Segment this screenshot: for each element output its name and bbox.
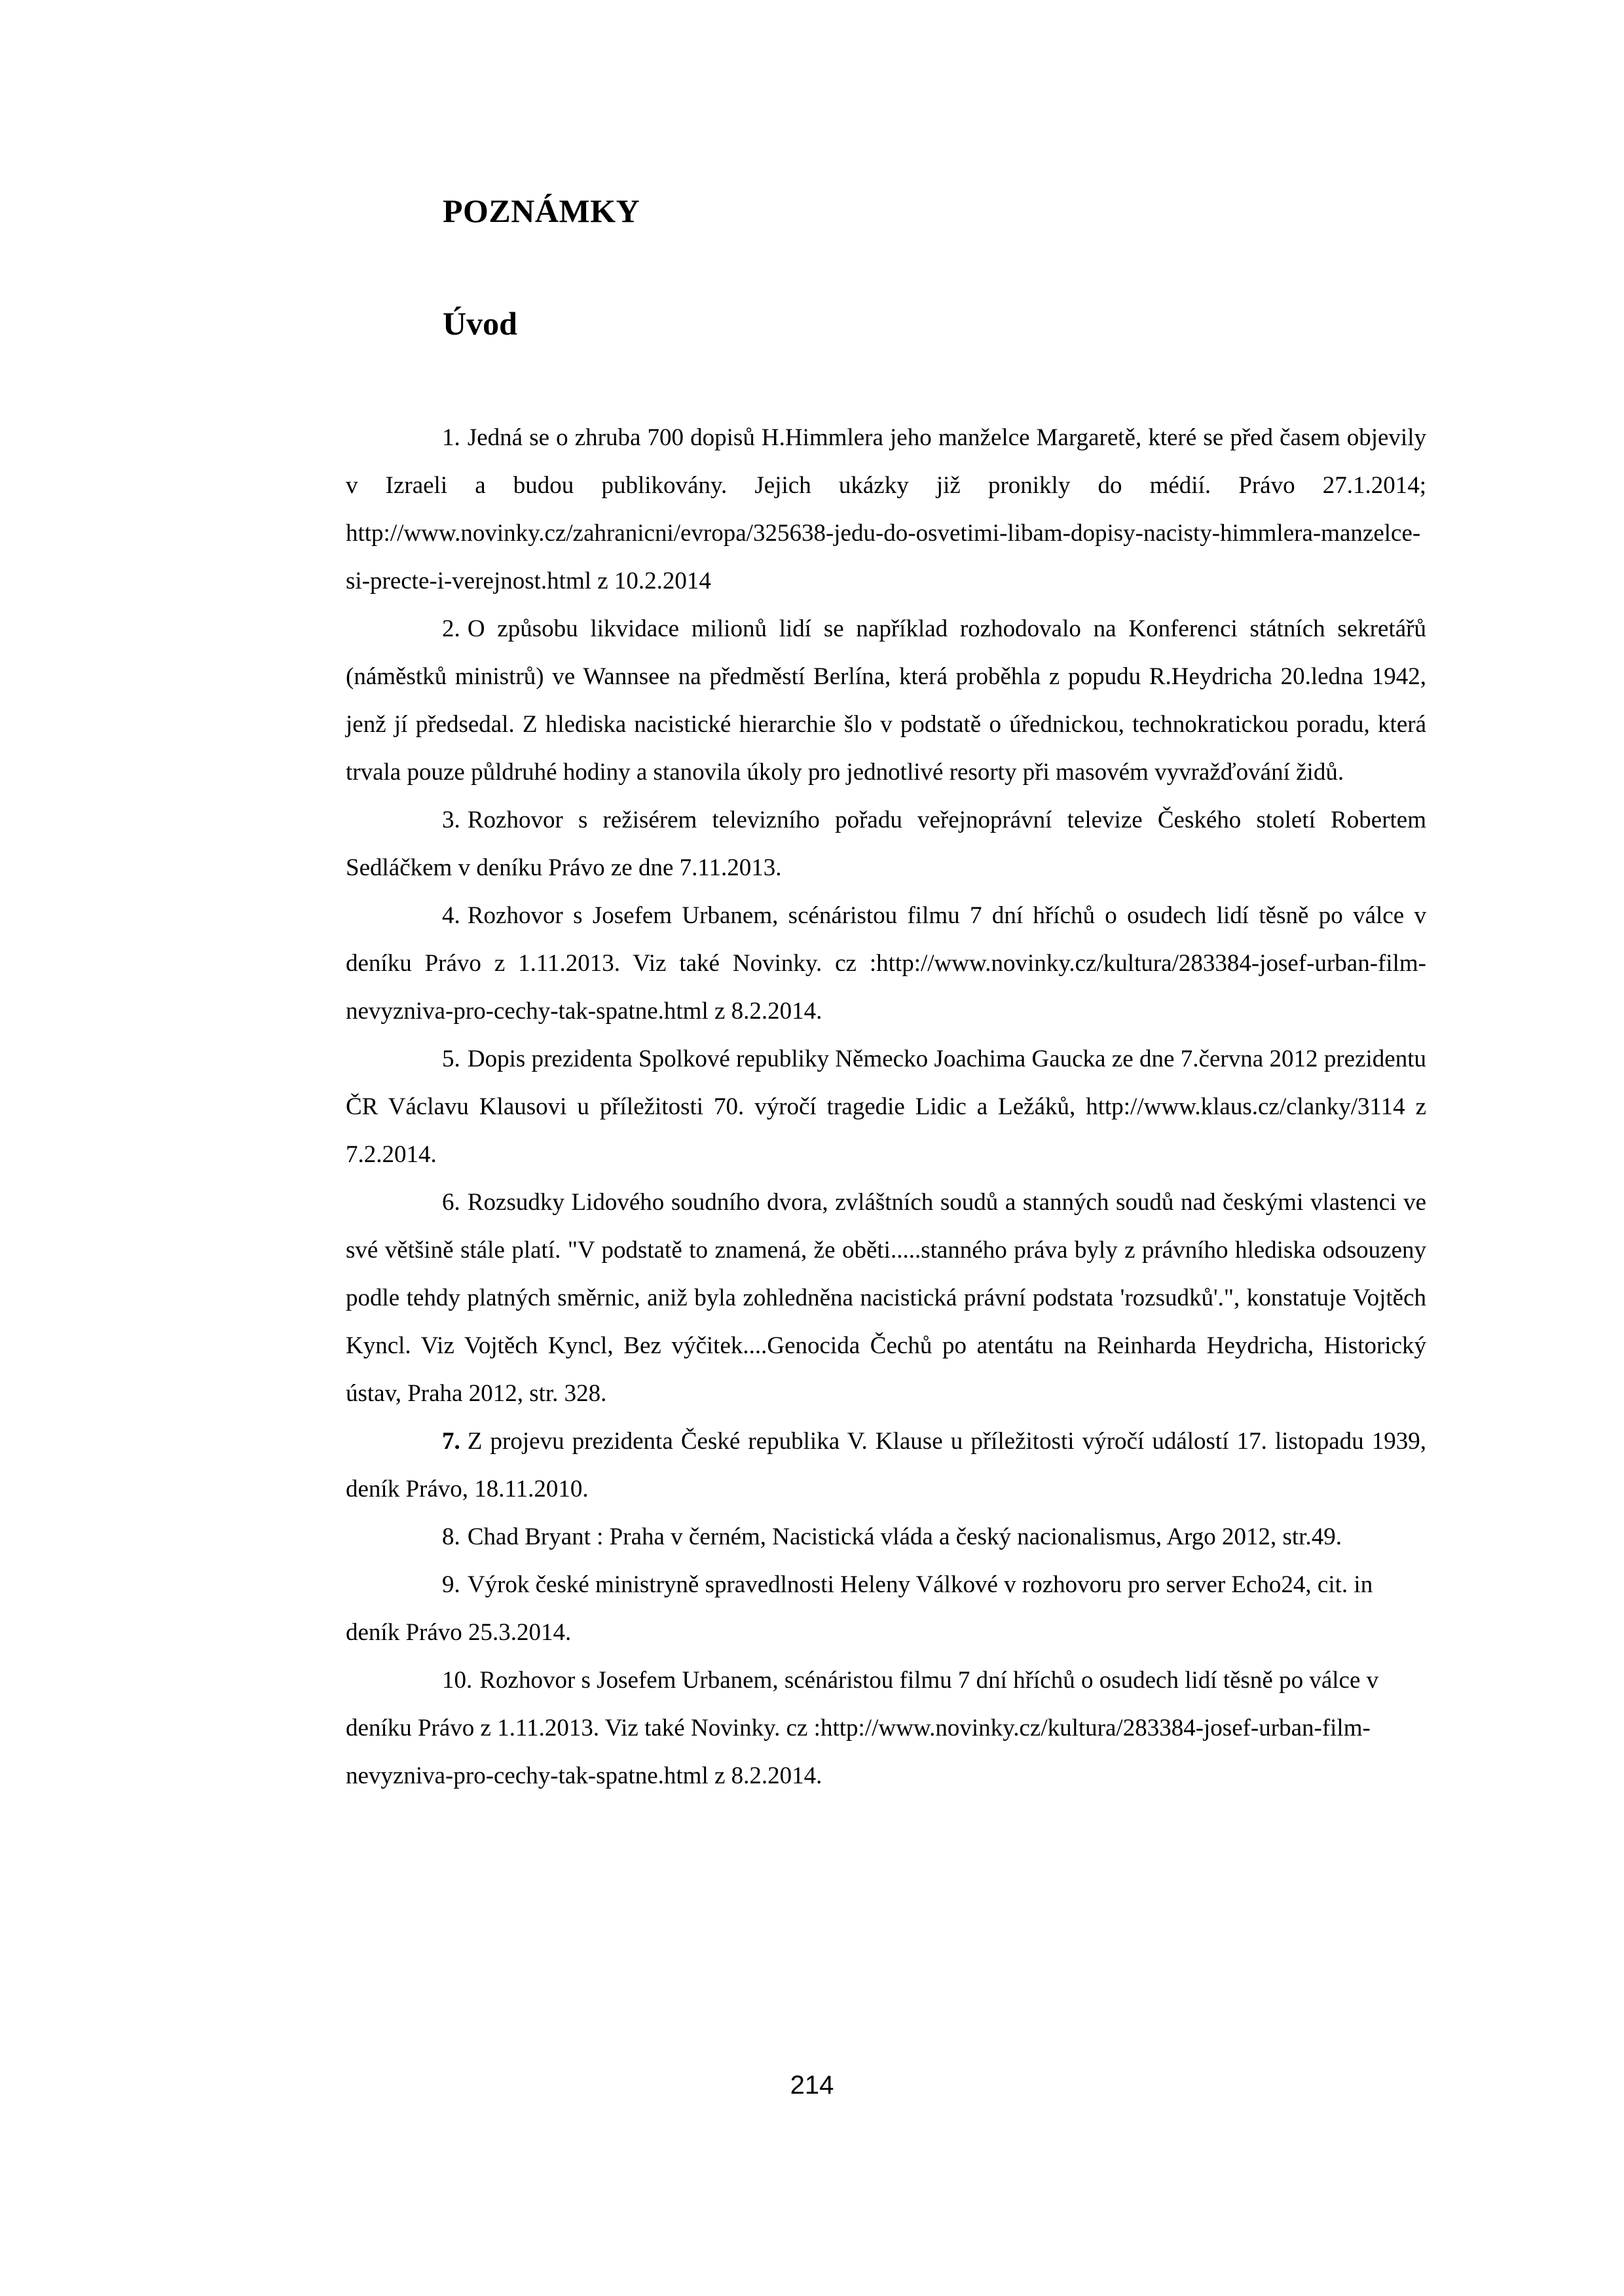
note-number: 3. — [442, 807, 460, 833]
page-number: 214 — [790, 2071, 834, 2100]
note-number: 1. — [442, 424, 460, 451]
note-item — [346, 605, 1426, 796]
note-item — [346, 1561, 1426, 1656]
note-text: Chad Bryant : Praha v černém, Nacistická vláda a český nacionalismus, Argo 2012, str.49. — [467, 1523, 1342, 1550]
note-text: Výrok české ministryně spravedlnosti Heleny Válkové v rozhovoru pro server Echo24, cit. in deník Právo 25.3.2014. — [346, 1571, 1373, 1646]
note-item — [346, 414, 1426, 605]
note-text: Rozhovor s Josefem Urbanem, scénáristou filmu 7 dní hříchů o osudech lidí těsně po válce v deníku Právo z 1.11.2013. Viz také Novinky. cz :http://www.novinky.cz/kultura/283384-josef-urban-film-nevyzniva-pro-cechy-tak-spatne.html z 8.2.2014. — [346, 902, 1426, 1025]
note-number: 10. — [442, 1667, 473, 1694]
note-number: 9. — [442, 1571, 460, 1598]
note-text: Rozhovor s Josefem Urbanem, scénáristou filmu 7 dní hříchů o osudech lidí těsně po válce v deníku Právo z 1.11.2013. Viz také Novinky. cz :http://www.novinky.cz/kultura/283384-josef-urban-film-nevyzniva-pro-cechy-tak-spatne.html z 8.2.2014. — [346, 1667, 1379, 1789]
note-number: 5. — [442, 1046, 460, 1072]
note-item — [346, 1417, 1426, 1513]
page-heading: POZNÁMKY — [443, 192, 640, 229]
note-text: O způsobu likvidace milionů lidí se například rozhodovalo na Konferenci státních sekretářů (náměstků ministrů) ve Wannsee na předměstí Berlína, která proběhla z popudu R.Heydricha 20.ledna 1942, jenž jí předsedal. Z hlediska nacistické hierarchie šlo v podstatě o úřednickou, technokratickou poradu, která trvala pouze půldruhé hodiny a stanovila úkoly pro jednotlivé resorty při masovém vyvražďování židů. — [346, 615, 1426, 786]
note-item — [346, 1656, 1426, 1800]
note-item — [346, 1178, 1426, 1417]
note-number: 7. — [442, 1428, 460, 1455]
note-text: Dopis prezidenta Spolkové republiky Německo Joachima Gaucka ze dne 7.června 2012 prezidentu ČR Václavu Klausovi u příležitosti 70. výročí tragedie Lidic a Ležáků, http://www.klaus.cz/clanky/3114 z 7.2.2014. — [346, 1046, 1426, 1168]
note-number: 2. — [442, 615, 460, 642]
note-number: 8. — [442, 1523, 460, 1550]
note-number: 6. — [442, 1189, 460, 1216]
notes-list — [346, 414, 1426, 1800]
note-item — [346, 796, 1426, 892]
note-text: Jedná se o zhruba 700 dopisů H.Himmlera jeho manželce Margaretě, které se před časem objevily v Izraeli a budou publikovány. Jejich ukázky již pronikly do médií. Právo 27.1.2014; http://www.novinky.cz/zahranicni/evropa/325638-jedu-do-osvetimi-libam-dopisy-nacisty-himmlera-manzelce-si-precte-i-verejnost.html z 10.2.2014 — [346, 424, 1426, 594]
note-text: Z projevu prezidenta České republika V. Klause u příležitosti výročí událostí 17. listopadu 1939, deník Právo, 18.11.2010. — [346, 1428, 1426, 1503]
note-item — [346, 1035, 1426, 1178]
note-text: Rozsudky Lidového soudního dvora, zvláštních soudů a stanných soudů nad českými vlastenci ve své většině stále platí. "V podstatě to znamená, že oběti.....stanného práva byly z právního hlediska odsouzeny podle tehdy platných směrnic, aniž byla zohledněna nacistická právní podstata 'rozsudků'.", konstatuje Vojtěch Kyncl. Viz Vojtěch Kyncl, Bez výčitek....Genocida Čechů po atentátu na Reinharda Heydricha, Historický ústav, Praha 2012, str. 328. — [346, 1189, 1426, 1407]
note-number: 4. — [442, 902, 460, 929]
note-text: Rozhovor s režisérem televizního pořadu veřejnoprávní televize Českého století Robertem Sedláčkem v deníku Právo ze dne 7.11.2013. — [346, 807, 1426, 881]
note-item — [346, 1513, 1426, 1561]
note-item — [346, 892, 1426, 1035]
section-title: Úvod — [443, 305, 517, 342]
